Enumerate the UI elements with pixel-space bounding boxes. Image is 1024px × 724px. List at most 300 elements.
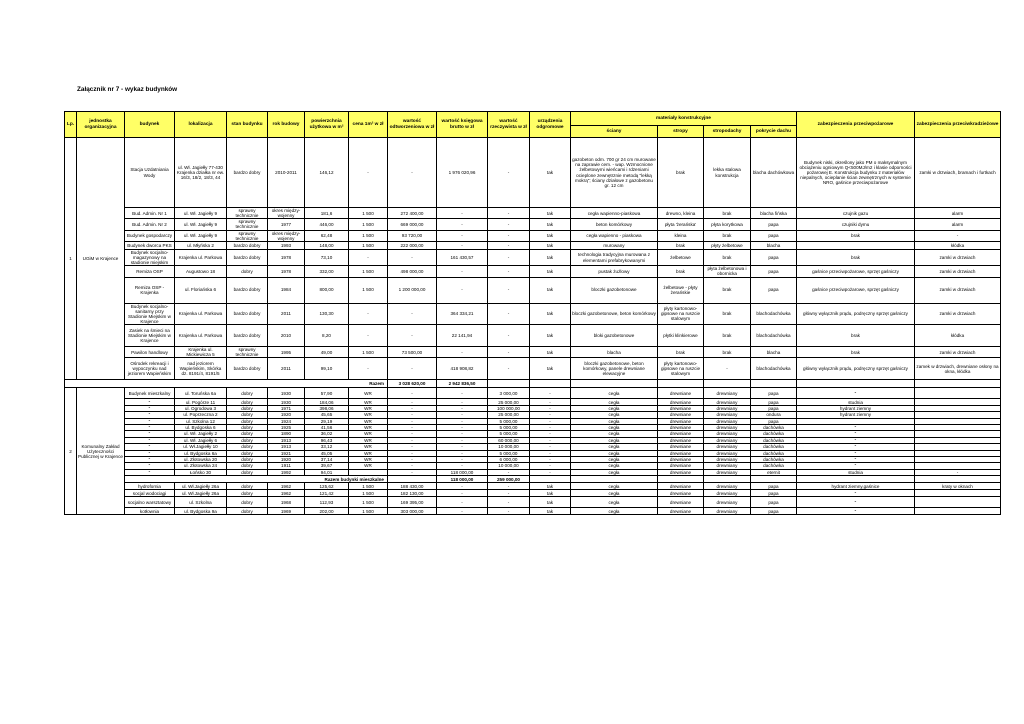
cell-rok: 1913 <box>268 437 305 443</box>
cell-powierzchnia: 57,90 <box>305 388 349 399</box>
cell-odtw: 188 430,00 <box>388 483 437 490</box>
table-row <box>65 325 1001 347</box>
cell-stan: dobry <box>227 497 268 508</box>
cell-ksiegowa: - <box>437 388 488 399</box>
cell-ksiegowa: - <box>437 431 488 437</box>
cell-ksiegowa: - <box>437 456 488 462</box>
cell-lokalizacja: ul. Poprzeczna 2 <box>175 412 227 418</box>
cell-stropodachy: drewniany <box>704 469 751 475</box>
cell-sciany: murowany <box>571 241 658 249</box>
cell-ksiegowa: 161 430,57 <box>437 249 488 265</box>
cell-rzeczywista: 10 000,00 <box>488 463 530 469</box>
cell-stropy: brak <box>658 138 704 208</box>
cell-rok: 1968 <box>268 497 305 508</box>
cell-budynek: " <box>125 444 175 450</box>
group-lp: 2 <box>65 388 77 515</box>
cell-powierzchnia: 49,00 <box>305 347 349 358</box>
cell-odtw: 93 720,00 <box>388 230 437 241</box>
cell-stropy: brak <box>658 266 704 277</box>
cell-pokrycie: papa <box>751 230 797 241</box>
cell-budynek: Bud. Admin. Nr 2 <box>125 219 175 230</box>
cell-rzeczywista: - <box>488 347 530 358</box>
cell-stan: bardzo dobry <box>227 241 268 249</box>
cell-ksiegowa: 364 334,21 <box>437 303 488 325</box>
cell-ksiegowa: - <box>437 230 488 241</box>
cell-cena: WR <box>349 463 388 469</box>
cell-sciany: cegła <box>571 483 658 490</box>
sum-label: Razem <box>65 380 388 388</box>
cell-stropy: drewniane <box>658 450 704 456</box>
cell-rzeczywista: 6 000,00 <box>488 456 530 462</box>
cell-stropodachy: drewniany <box>704 497 751 508</box>
cell-stan: dobry <box>227 424 268 430</box>
cell-ksiegowa: - <box>437 497 488 508</box>
cell-powierzchnia: 36,02 <box>305 431 349 437</box>
cell-ppoz: brak <box>797 249 915 265</box>
cell-budynek: " <box>125 437 175 443</box>
cell-cena: WR <box>349 412 388 418</box>
cell-lokalizacja: Krajenka ul. Parkowa <box>175 303 227 325</box>
cell-rok: 1890 <box>268 431 305 437</box>
cell-lokalizacja: ul. Złotowska 24 <box>175 463 227 469</box>
cell-stan: sprawny technicznie <box>227 347 268 358</box>
cell-powierzchnia: 148,00 <box>305 241 349 249</box>
cell-stropodachy: drewniany <box>704 444 751 450</box>
cell-lokalizacja: ul. Wł.Jagiełły 26a <box>175 483 227 490</box>
cell-sciany: cegła <box>571 405 658 411</box>
cell-powierzchnia: 29,19 <box>305 418 349 424</box>
cell-lokalizacja: Krajenka ul. Parkowa <box>175 249 227 265</box>
sum-empty <box>915 380 1001 388</box>
cell-powierzchnia: 121,42 <box>305 490 349 497</box>
cell-sciany: cegła <box>571 497 658 508</box>
cell-powierzchnia: 800,00 <box>305 277 349 303</box>
header-stan: stan budynku <box>227 112 268 138</box>
cell-pokrycie: blacha <box>751 241 797 249</box>
header-budynek: budynek <box>125 112 175 138</box>
cell-urzadzenia: tak <box>530 490 571 497</box>
cell-cena: 1 500 <box>349 219 388 230</box>
cell-ksiegowa: - <box>437 208 488 219</box>
cell-pokrycie: papa <box>751 277 797 303</box>
cell-sciany: cegła <box>571 444 658 450</box>
table-row <box>65 358 1001 380</box>
cell-odtw: - <box>388 469 437 475</box>
cell-budynek: Remiza OSP - Krajenka <box>125 277 175 303</box>
cell-urzadzenia: - <box>530 412 571 418</box>
cell-rzeczywista: 5 000,00 <box>488 450 530 456</box>
cell-stan: dobry <box>227 456 268 462</box>
table-row <box>65 138 1001 208</box>
group-jednostka: UGiM w Krajence <box>77 138 125 380</box>
cell-stan: dobry <box>227 508 268 515</box>
cell-stropy: drewniane <box>658 431 704 437</box>
cell-rzeczywista: - <box>488 230 530 241</box>
cell-stropodachy: - <box>704 358 751 380</box>
cell-stropy: drewniane <box>658 437 704 443</box>
cell-pokrycie: dachówka <box>751 456 797 462</box>
cell-lokalizacja: ul. Wł.Jagiełły 26a <box>175 490 227 497</box>
cell-ksiegowa: 1 976 020,96 <box>437 138 488 208</box>
cell-kradziez: kłódka <box>915 241 1001 249</box>
cell-sciany: cegła <box>571 437 658 443</box>
cell-kradziez: - <box>915 469 1001 475</box>
cell-sciany: cegła <box>571 431 658 437</box>
sum-empty <box>488 380 530 388</box>
cell-urzadzenia: - <box>530 437 571 443</box>
cell-stropodachy: brak <box>704 347 751 358</box>
cell-stropy: drewniane <box>658 469 704 475</box>
cell-odtw: - <box>388 358 437 380</box>
cell-pokrycie: papa <box>751 266 797 277</box>
cell-rok: 2011 <box>268 358 305 380</box>
cell-stropy: płyta 'żerańska' <box>658 219 704 230</box>
sum-empty <box>658 476 704 483</box>
cell-odtw: - <box>388 138 437 208</box>
cell-sciany: cegła <box>571 450 658 456</box>
cell-urzadzenia: tak <box>530 241 571 249</box>
cell-kradziez: zamki w drzwiach <box>915 347 1001 358</box>
cell-urzadzenia: - <box>530 431 571 437</box>
cell-cena: 1 500 <box>349 230 388 241</box>
table-row <box>65 230 1001 241</box>
cell-odtw: 222 000,00 <box>388 241 437 249</box>
cell-lokalizacja: Krajenka ul. Parkowa <box>175 325 227 347</box>
cell-ppoz: główny wyłącznik prądu, podręczny sprzęt gaśniczy <box>797 358 915 380</box>
cell-rzeczywista: - <box>488 277 530 303</box>
cell-kradziez <box>915 388 1001 399</box>
cell-pokrycie: papa <box>751 490 797 497</box>
cell-stropy: płyty kartonowo-gipsowe na ruszcie stalowym <box>658 358 704 380</box>
cell-budynek: Budynek mieszkalny <box>125 388 175 399</box>
cell-rok: 1971 <box>268 405 305 411</box>
cell-rzeczywista: - <box>488 325 530 347</box>
cell-powierzchnia: 37,14 <box>305 456 349 462</box>
cell-urzadzenia: tak <box>530 483 571 490</box>
cell-stropy: żelbetowe <box>658 249 704 265</box>
cell-powierzchnia: 94,01 <box>305 469 349 475</box>
cell-stropy: drewniane <box>658 418 704 424</box>
cell-powierzchnia: 125,62 <box>305 483 349 490</box>
table-row <box>65 347 1001 358</box>
cell-powierzchnia: 41,56 <box>305 424 349 430</box>
cell-cena: 1 500 <box>349 347 388 358</box>
cell-urzadzenia: tak <box>530 266 571 277</box>
header-rok: rok budowy <box>268 112 305 138</box>
cell-kradziez: zamki w drzwiach <box>915 266 1001 277</box>
cell-sciany: beton komórkowy <box>571 219 658 230</box>
cell-pokrycie: blachodachówka <box>751 325 797 347</box>
cell-rzeczywista: - <box>488 490 530 497</box>
cell-rok: 1993 <box>268 241 305 249</box>
cell-odtw: - <box>388 424 437 430</box>
cell-odtw: 73 500,00 <box>388 347 437 358</box>
cell-stropy: brak <box>658 241 704 249</box>
cell-urzadzenia: - <box>530 469 571 475</box>
cell-stropy: żelbetowe - płyty żerańskie <box>658 277 704 303</box>
cell-sciany: cegła <box>571 508 658 515</box>
cell-kradziez: zamki w drzwiach <box>915 277 1001 303</box>
cell-stan: dobry <box>227 444 268 450</box>
cell-sciany: cegła <box>571 469 658 475</box>
header-cena: cena 1m² w zł <box>349 112 388 138</box>
cell-powierzchnia: 33,12 <box>305 444 349 450</box>
sum-odtw: 3 028 620,00 <box>388 380 437 388</box>
cell-stan: bardzo dobry <box>227 249 268 265</box>
cell-urzadzenia: tak <box>530 508 571 515</box>
cell-odtw: - <box>388 431 437 437</box>
cell-sciany: gazobeton odm. 700 gr 24 cm murowane na zaprawie cem. - wap. Wzmocnione żelbetowymi wieńcami i rdzeniami ocieplone zewnętrznie metodą "lekką mokrą"; ściany działowe z gazobetonu gr. 12 cm <box>571 138 658 208</box>
cell-stropy: płytki klinkierowe <box>658 325 704 347</box>
cell-odtw: - <box>388 456 437 462</box>
cell-ksiegowa: - <box>437 463 488 469</box>
cell-budynek: Budynek dworca PKS <box>125 241 175 249</box>
cell-lokalizacja: ul. Złotowska 20 <box>175 456 227 462</box>
cell-urzadzenia: tak <box>530 208 571 219</box>
cell-stan: dobry <box>227 463 268 469</box>
cell-rzeczywista: - <box>488 358 530 380</box>
cell-urzadzenia: tak <box>530 347 571 358</box>
cell-sciany: pustak żużlowy <box>571 266 658 277</box>
cell-rzeczywista: 10 000,00 <box>488 444 530 450</box>
cell-ksiegowa: 418 908,82 <box>437 358 488 380</box>
cell-ppoz: " <box>797 508 915 515</box>
cell-ksiegowa: 118 000,00 <box>437 469 488 475</box>
cell-rok: 2010 <box>268 325 305 347</box>
cell-urzadzenia: - <box>530 444 571 450</box>
cell-ksiegowa: - <box>437 241 488 249</box>
cell-cena: WR <box>349 437 388 443</box>
cell-ksiegowa: - <box>437 437 488 443</box>
table-row <box>65 303 1001 325</box>
sum-empty <box>571 476 658 483</box>
cell-pokrycie: dachówka <box>751 463 797 469</box>
cell-pokrycie: blachodachówka <box>751 358 797 380</box>
cell-cena: 1 500 <box>349 508 388 515</box>
cell-stan: bardzo dobry <box>227 325 268 347</box>
cell-lokalizacja: ul. Wł. Jagiełły 9 <box>175 208 227 219</box>
sum-empty <box>751 476 797 483</box>
cell-pokrycie: papa <box>751 388 797 399</box>
cell-lokalizacja: ul. Bydgoska 6a <box>175 450 227 456</box>
cell-budynek: " <box>125 424 175 430</box>
cell-stropodachy: brak <box>704 230 751 241</box>
cell-lokalizacja: Augustowo 18 <box>175 266 227 277</box>
cell-ksiegowa: - <box>437 508 488 515</box>
cell-rok: 1978 <box>268 266 305 277</box>
cell-powierzchnia: 39,67 <box>305 463 349 469</box>
cell-cena: 1 500 <box>349 277 388 303</box>
cell-lokalizacja: ul. Bydgoska 9a <box>175 508 227 515</box>
cell-odtw: 1 200 000,00 <box>388 277 437 303</box>
sum-empty <box>530 380 571 388</box>
cell-urzadzenia: - <box>530 456 571 462</box>
cell-stropodachy: brak <box>704 208 751 219</box>
cell-pokrycie: dachówka <box>751 424 797 430</box>
cell-powierzchnia: 62,48 <box>305 230 349 241</box>
cell-odtw: - <box>388 405 437 411</box>
cell-stropy: drewniane <box>658 497 704 508</box>
cell-sciany: cegła wapienno-piaskowa <box>571 208 658 219</box>
cell-stropy: drewniane <box>658 463 704 469</box>
cell-cena: 1 500 <box>349 208 388 219</box>
cell-sciany: cegła <box>571 388 658 399</box>
cell-sciany: cegła <box>571 456 658 462</box>
cell-cena: 1 500 <box>349 497 388 508</box>
header-lokalizacja: lokalizacja <box>175 112 227 138</box>
cell-powierzchnia: 181,6 <box>305 208 349 219</box>
cell-urzadzenia: - <box>530 463 571 469</box>
cell-stropodachy: drewniany <box>704 450 751 456</box>
cell-odtw: - <box>388 450 437 456</box>
cell-stan: dobry <box>227 418 268 424</box>
cell-rok: 1978 <box>268 249 305 265</box>
cell-rok: 2011 <box>268 303 305 325</box>
cell-stan: dobry <box>227 437 268 443</box>
cell-pokrycie: dachówka <box>751 444 797 450</box>
cell-kradziez <box>915 497 1001 508</box>
cell-budynek: " <box>125 450 175 456</box>
cell-stropy: drewno, kleina <box>658 208 704 219</box>
cell-kradziez: kraty w oknach <box>915 483 1001 490</box>
table-row <box>65 249 1001 265</box>
cell-rok: 1911 <box>268 463 305 469</box>
cell-stan: dobry <box>227 469 268 475</box>
header-urzadzenia: urządzenia odgromowe <box>530 112 571 138</box>
cell-ksiegowa: - <box>437 219 488 230</box>
sum-empty <box>797 380 915 388</box>
cell-budynek: " <box>125 469 175 475</box>
cell-stan: bardzo dobry <box>227 138 268 208</box>
cell-stropy: drewniane <box>658 412 704 418</box>
cell-rok: okres między-wojenny <box>268 230 305 241</box>
cell-stan: dobry <box>227 405 268 411</box>
cell-stropodachy: drewniany <box>704 418 751 424</box>
cell-pokrycie: blacha dachówkowa <box>751 138 797 208</box>
cell-lokalizacja: ul. Szkolna 12 <box>175 418 227 424</box>
header-sciany: ściany <box>571 126 658 138</box>
cell-rzeczywista: - <box>488 483 530 490</box>
cell-rzeczywista: - <box>488 241 530 249</box>
cell-ksiegowa: - <box>437 450 488 456</box>
cell-odtw: - <box>388 303 437 325</box>
cell-budynek: Stacja Uzdatniania Wody <box>125 138 175 208</box>
cell-sciany: blacha <box>571 347 658 358</box>
cell-budynek: " <box>125 405 175 411</box>
cell-ksiegowa: - <box>437 444 488 450</box>
cell-rzeczywista: - <box>488 266 530 277</box>
cell-powierzchnia: 99,10 <box>305 358 349 380</box>
cell-kradziez: alarm <box>915 208 1001 219</box>
header-pokrycie: pokrycie dachu <box>751 126 797 138</box>
cell-urzadzenia: - <box>530 405 571 411</box>
cell-rok: 1995 <box>268 347 305 358</box>
cell-rzeczywista: - <box>488 208 530 219</box>
table-row <box>65 508 1001 515</box>
cell-rok: 1969 <box>268 508 305 515</box>
cell-lokalizacja: ul. Pogórze 11 <box>175 399 227 405</box>
cell-urzadzenia: - <box>530 388 571 399</box>
cell-ppoz: " <box>797 424 915 430</box>
cell-urzadzenia: tak <box>530 277 571 303</box>
cell-stropy: drewniane <box>658 490 704 497</box>
cell-budynek: Ośrodek rekreacji i wypoczynku nad jeziorem Wapieńskim <box>125 358 175 380</box>
cell-odtw: - <box>388 437 437 443</box>
sum-empty <box>704 476 751 483</box>
cell-rzeczywista: 60 000,00 <box>488 437 530 443</box>
cell-odtw: - <box>388 388 437 399</box>
cell-lokalizacja: ul. Wł.Jagiełły 10 <box>175 444 227 450</box>
cell-lokalizacja: ul. Bydgoska 6 <box>175 424 227 430</box>
cell-cena: WR <box>349 424 388 430</box>
cell-urzadzenia: - <box>530 450 571 456</box>
cell-rok: 1992 <box>268 469 305 475</box>
cell-cena: - <box>349 249 388 265</box>
cell-ppoz: studnia <box>797 469 915 475</box>
cell-ppoz: studnia <box>797 399 915 405</box>
cell-cena: WR <box>349 388 388 399</box>
table-row <box>65 497 1001 508</box>
cell-rzeczywista: 3 000,00 <box>488 388 530 399</box>
header-stropodachy: stropodachy <box>704 126 751 138</box>
cell-stropodachy: drewniany <box>704 437 751 443</box>
header-ppoz: zabezpieczenia przeciwpożarowe <box>797 112 915 138</box>
cell-pokrycie: blachodachówka <box>751 303 797 325</box>
cell-stropodachy: płyta korytkowa <box>704 219 751 230</box>
sum-rzeczywista: 259 000,00 <box>488 476 530 483</box>
sum-empty <box>388 476 437 483</box>
cell-ppoz: " <box>797 388 915 399</box>
cell-cena: - <box>349 358 388 380</box>
cell-sciany: cegła <box>571 412 658 418</box>
cell-odtw: - <box>388 412 437 418</box>
cell-sciany: technologia tradycyjna murowana z elementami prefabrykowanymi <box>571 249 658 265</box>
sum-ksiegowa: 118 000,00 <box>437 476 488 483</box>
cell-lokalizacja: ul. Młyńska 2 <box>175 241 227 249</box>
cell-sciany: cegła <box>571 490 658 497</box>
header-powierzchnia: powierzchnia użytkowa w m² <box>305 112 349 138</box>
sum-empty <box>915 476 1001 483</box>
cell-lokalizacja: ul. Floriańska 6 <box>175 277 227 303</box>
cell-stan: dobry <box>227 490 268 497</box>
cell-kradziez: - <box>915 230 1001 241</box>
table-row <box>65 483 1001 490</box>
cell-powierzchnia: 446,00 <box>305 219 349 230</box>
cell-ppoz: Budynek niski, określony jako PM o maksymalnym obciążeniu ogniowym Q<500MJ/m2 i klasie odporności pożarowej E. Konstrukcja budynku z materiałów niepalnych, ocieplanie ścian zewnętrznych w systemie NRO, gaśnice przeciwpożarowe <box>797 138 915 208</box>
cell-budynek: hydrofornia <box>125 483 175 490</box>
cell-lokalizacja: ul. Wł. Jagiełły 77-430 Krajenka działka nr ew. 16/3, 18/2, 18/3, 44 <box>175 138 227 208</box>
cell-budynek: " <box>125 431 175 437</box>
cell-sciany: bloczki gazobetonowe <box>571 277 658 303</box>
cell-pokrycie: dachówka <box>751 437 797 443</box>
cell-rok: 1930 <box>268 388 305 399</box>
cell-pokrycie: papa <box>751 418 797 424</box>
cell-ppoz: hydrant ziemny <box>797 405 915 411</box>
cell-rzeczywista: 25 000,00 <box>488 412 530 418</box>
cell-stropodachy: drewniany <box>704 431 751 437</box>
cell-powierzchnia: 73,10 <box>305 249 349 265</box>
cell-rok: 1921 <box>268 450 305 456</box>
cell-pokrycie: dachówka <box>751 431 797 437</box>
cell-stropodachy: drewniany <box>704 412 751 418</box>
cell-kradziez: zamki w drzwiach <box>915 303 1001 325</box>
cell-cena: WR <box>349 405 388 411</box>
table-row <box>65 388 1001 399</box>
cell-stropy: kleina <box>658 230 704 241</box>
cell-rok: 2010-2011 <box>268 138 305 208</box>
cell-ppoz: czujniki dymu <box>797 219 915 230</box>
cell-cena: - <box>349 303 388 325</box>
